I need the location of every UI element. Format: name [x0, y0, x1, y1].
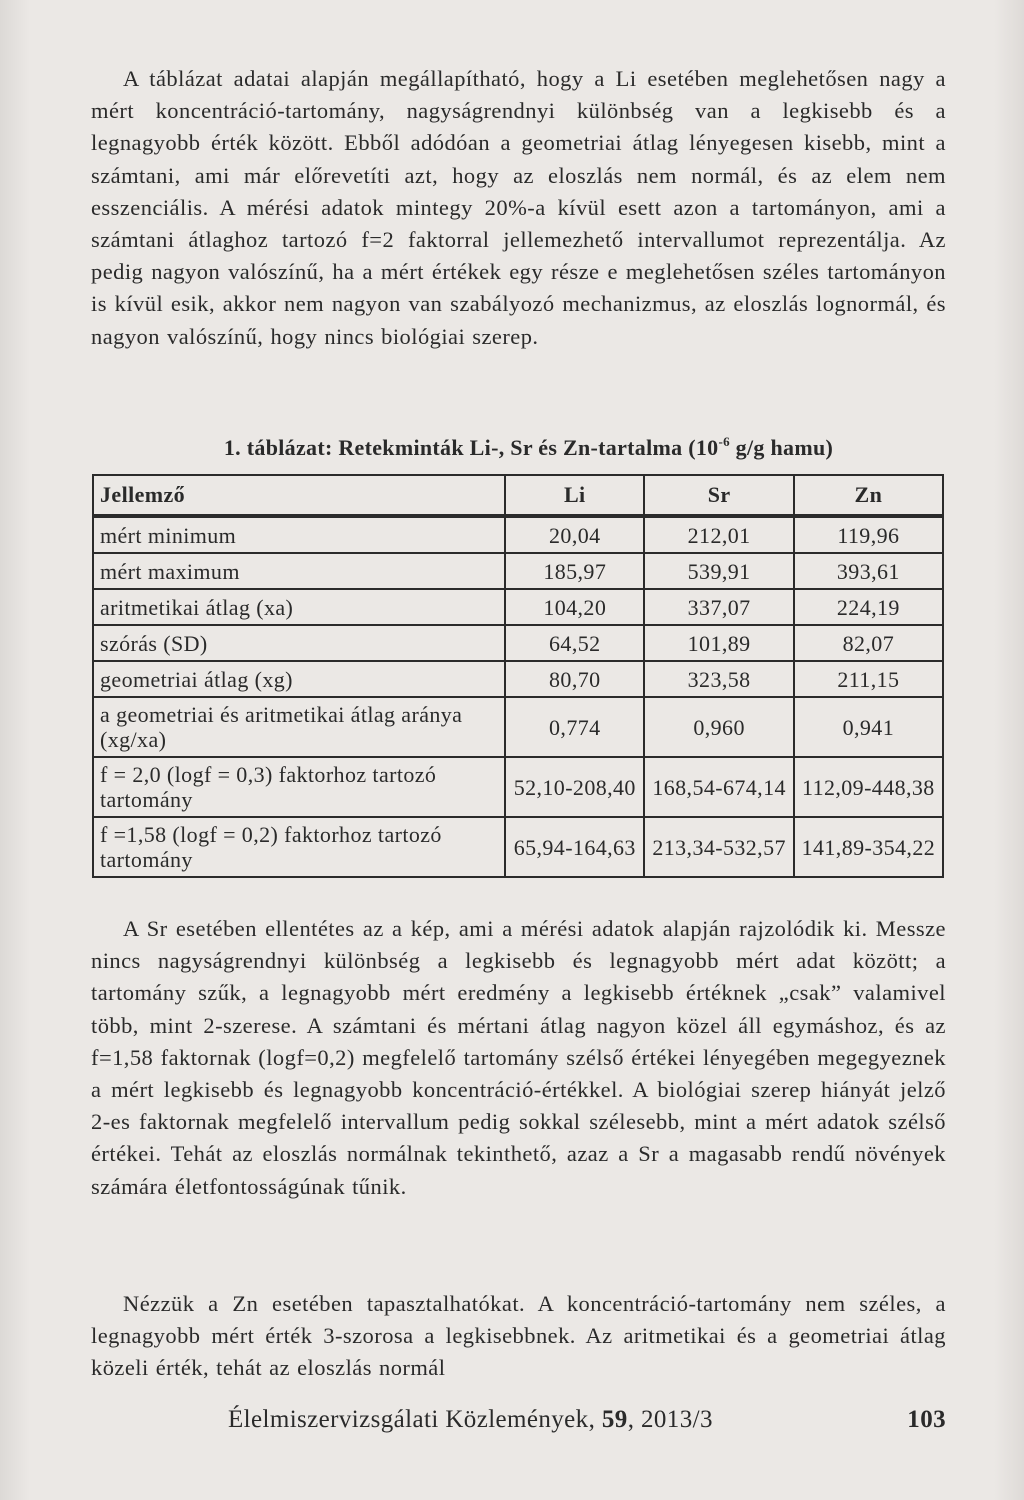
- cell-li: 20,04: [505, 516, 644, 553]
- cell-sr: 539,91: [644, 553, 793, 589]
- cell-sr: 0,960: [644, 697, 793, 757]
- cell-zn: 141,89-354,22: [794, 817, 943, 877]
- cell-zn: 393,61: [794, 553, 943, 589]
- row-label: geometriai átlag (xg): [93, 661, 505, 697]
- table-row: [93, 661, 943, 697]
- paragraph-zn: Nézzük a Zn esetében tapasztalhatókat. A koncentráció-tartomány nem széles, a legnagyobb mért érték 3-szorosa a legkisebbnek. Az aritmetikai és a geometriai átlag közeli érték, tehát az eloszlás normál: [91, 1291, 946, 1381]
- cell-li: 80,70: [505, 661, 644, 697]
- cell-li: 0,774: [505, 697, 644, 757]
- cell-sr: 213,34-532,57: [644, 817, 793, 877]
- table-row: [93, 516, 943, 553]
- header-jellemzo: Jellemző: [93, 475, 505, 516]
- table-row: [93, 625, 943, 661]
- page-footer: [228, 1406, 946, 1434]
- table-header-row: [93, 475, 943, 516]
- cell-li: 65,94-164,63: [505, 817, 644, 877]
- caption-prefix: 1. táblázat: Retekminták Li-, Sr és Zn-tartalma (10: [223, 435, 719, 460]
- paragraph-sr: A Sr esetében ellentétes az a kép, ami a mérési adatok alapján rajzolódik ki. Messze nincs nagyságrendnyi különbség a legkisebb és legnagyobb mért adat között; a tartomány szűk, a legnagyobb mért eredmény a legkisebb értéknek „csak” valamivel több, mint 2-szerese. A számtani és mértani átlag nagyon közel áll egymáshoz, és az f=1,58 faktornak (logf=0,2) megfelelő tartomány szélső értékei lényegében megegyeznek a mért legkisebb és legnagyobb koncentráció-értékkel. A biológiai szerep hiányát jelző 2-es faktornak megfelelő intervallum pedig sokkal szélesebb, mint a mért adatok szélső értékei. Tehát az eloszlás normálnak tekinthető, azaz a Sr a magasabb rendű növények számára életfontosságúnak tűnik.: [91, 916, 946, 1199]
- table-row: [93, 757, 943, 817]
- row-label: mért minimum: [93, 516, 505, 553]
- cell-li: 185,97: [505, 553, 644, 589]
- cell-sr: 101,89: [644, 625, 793, 661]
- row-label: f =1,58 (logf = 0,2) faktorhoz tartozó tartomány: [93, 817, 505, 877]
- cell-zn: 119,96: [794, 516, 943, 553]
- cell-sr: 323,58: [644, 661, 793, 697]
- cell-sr: 212,01: [644, 516, 793, 553]
- row-label: szórás (SD): [93, 625, 505, 661]
- cell-sr: 168,54-674,14: [644, 757, 793, 817]
- cell-zn: 224,19: [794, 589, 943, 625]
- table-row: [93, 817, 943, 877]
- cell-sr: 337,07: [644, 589, 793, 625]
- cell-zn: 211,15: [794, 661, 943, 697]
- row-label: mért maximum: [93, 553, 505, 589]
- cell-li: 104,20: [505, 589, 644, 625]
- header-li: Li: [505, 475, 644, 516]
- journal-name: Élelmiszervizsgálati Közlemények,: [228, 1406, 596, 1433]
- table-row: [93, 553, 943, 589]
- row-label: a geometriai és aritmetikai átlag aránya (xg/xa): [93, 697, 505, 757]
- caption-suffix: g/g hamu): [729, 435, 834, 460]
- cell-li: 64,52: [505, 625, 644, 661]
- table-caption: [91, 434, 946, 461]
- journal-volume: 59: [601, 1406, 628, 1433]
- cell-zn: 112,09-448,38: [794, 757, 943, 817]
- row-label: f = 2,0 (logf = 0,3) faktorhoz tartozó tartomány: [93, 757, 505, 817]
- cell-zn: 0,941: [794, 697, 943, 757]
- table-row: [93, 697, 943, 757]
- cell-li: 52,10-208,40: [505, 757, 644, 817]
- journal-issue: , 2013/3: [627, 1406, 713, 1433]
- paragraph-li: A táblázat adatai alapján megállapítható, hogy a Li esetében meglehetősen nagy a mért koncentráció-tartomány, nagyságrendnyi különbség van a legkisebb és a legnagyobb érték között. Ebből adódóan a geometriai átlag lényegesen kisebb, mint a számtani, ami már előrevetíti azt, hogy az eloszlás nem normál, és az elem nem esszenciális. A mérési adatok mintegy 20%-a kívül esett azon a tartományon, ami a számtani átlaghoz tartozó f=2 faktorral jellemezhető intervallumot reprezentálja. Az pedig nagyon valószínű, ha a mért értékek egy része e meglehetősen széles tartományon is kívül esik, akkor nem nagyon van szabályozó mechanizmus, az eloszlás lognormál, és nagyon valószínű, hogy nincs biológiai szerep.: [91, 66, 946, 349]
- row-label: aritmetikai átlag (xa): [93, 589, 505, 625]
- caption-exponent: -6: [718, 434, 730, 449]
- table-row: [93, 589, 943, 625]
- header-sr: Sr: [644, 475, 793, 516]
- header-zn: Zn: [794, 475, 943, 516]
- page-number: 103: [907, 1406, 946, 1433]
- data-table: [92, 474, 944, 878]
- cell-zn: 82,07: [794, 625, 943, 661]
